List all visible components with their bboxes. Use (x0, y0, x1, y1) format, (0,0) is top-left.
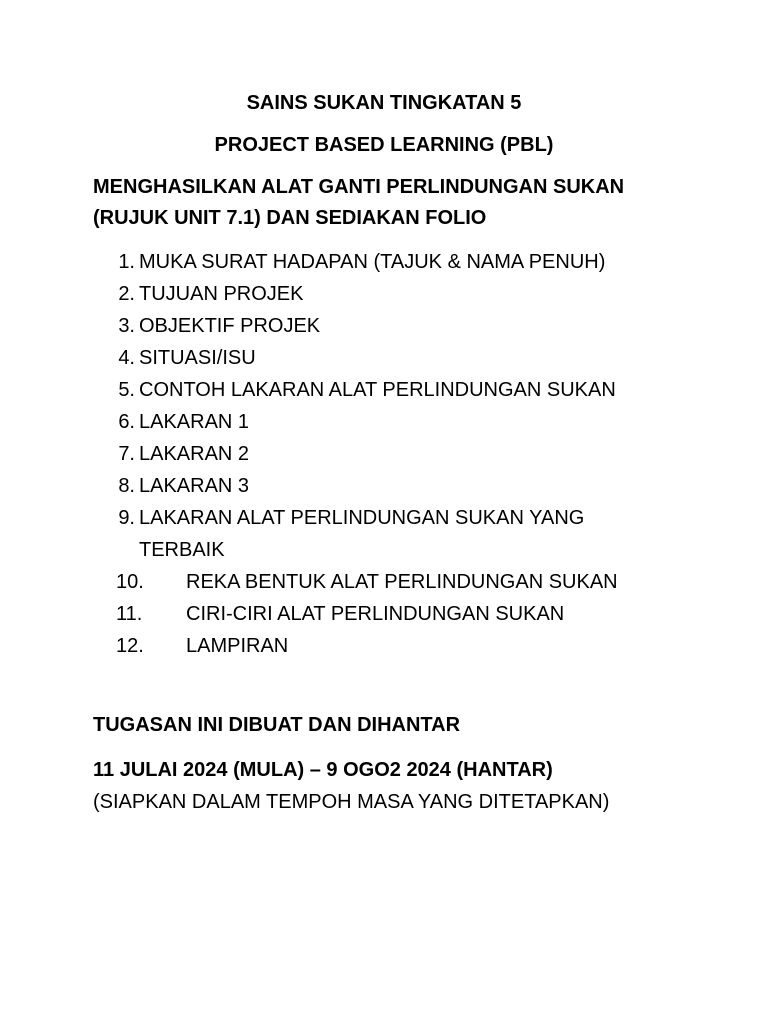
list-item-number: 7. (118, 443, 135, 465)
list-item-number: 6. (118, 411, 135, 433)
list-item-number: 8. (118, 475, 135, 497)
list-item (0, 246, 768, 278)
list-item (0, 342, 768, 374)
list-item-number: 9. (118, 507, 135, 529)
list-item-text: CONTOH LAKARAN ALAT PERLINDUNGAN SUKAN (139, 379, 616, 401)
list-item (0, 310, 768, 342)
list-item (0, 406, 768, 438)
list-item-number: 2. (118, 283, 135, 305)
list-item-text: LAKARAN ALAT PERLINDUNGAN SUKAN YANG TERBAIK (139, 507, 585, 561)
document-title: SAINS SUKAN TINGKATAN 5 (246, 92, 522, 114)
folio-contents-list (0, 246, 768, 662)
list-item-text: TUJUAN PROJEK (139, 283, 304, 305)
submission-heading: TUGASAN INI DIBUAT DAN DIHANTAR (93, 714, 461, 736)
task-heading: MENGHASILKAN ALAT GANTI PERLINDUNGAN SUKAN (RUJUK UNIT 7.1) DAN SEDIAKAN FOLIO (93, 176, 625, 229)
list-item-text: LAKARAN 2 (139, 443, 250, 465)
list-item (0, 630, 768, 662)
list-item-number: 4. (118, 347, 135, 369)
list-item-text: OBJEKTIF PROJEK (139, 315, 321, 337)
list-item-number: 5. (118, 379, 135, 401)
list-item-text: MUKA SURAT HADAPAN (TAJUK & NAMA PENUH) (139, 251, 606, 273)
list-item (0, 502, 768, 566)
list-item-number: 10. (116, 571, 144, 593)
list-item-text: LAKARAN 3 (139, 475, 250, 497)
list-item (0, 278, 768, 310)
document-subtitle: PROJECT BASED LEARNING (PBL) (214, 134, 554, 156)
submission-note: (SIAPKAN DALAM TEMPOH MASA YANG DITETAPKAN) (93, 791, 610, 813)
list-item-number: 12. (116, 635, 144, 657)
list-item-number: 3. (118, 315, 135, 337)
list-item (0, 566, 768, 598)
list-item (0, 374, 768, 406)
list-item-number: 11. (116, 603, 143, 625)
list-item-number: 1. (118, 251, 135, 273)
list-item-text: REKA BENTUK ALAT PERLINDUNGAN SUKAN (186, 571, 618, 593)
list-item-text: LAKARAN 1 (139, 411, 250, 433)
list-item (0, 598, 768, 630)
list-item (0, 438, 768, 470)
list-item-text: SITUASI/ISU (139, 347, 256, 369)
list-item-text: CIRI-CIRI ALAT PERLINDUNGAN SUKAN (186, 603, 565, 625)
list-item-text: LAMPIRAN (186, 635, 289, 657)
submission-dates: 11 JULAI 2024 (MULA) – 9 OGO2 2024 (HANTAR) (93, 759, 553, 781)
list-item (0, 470, 768, 502)
